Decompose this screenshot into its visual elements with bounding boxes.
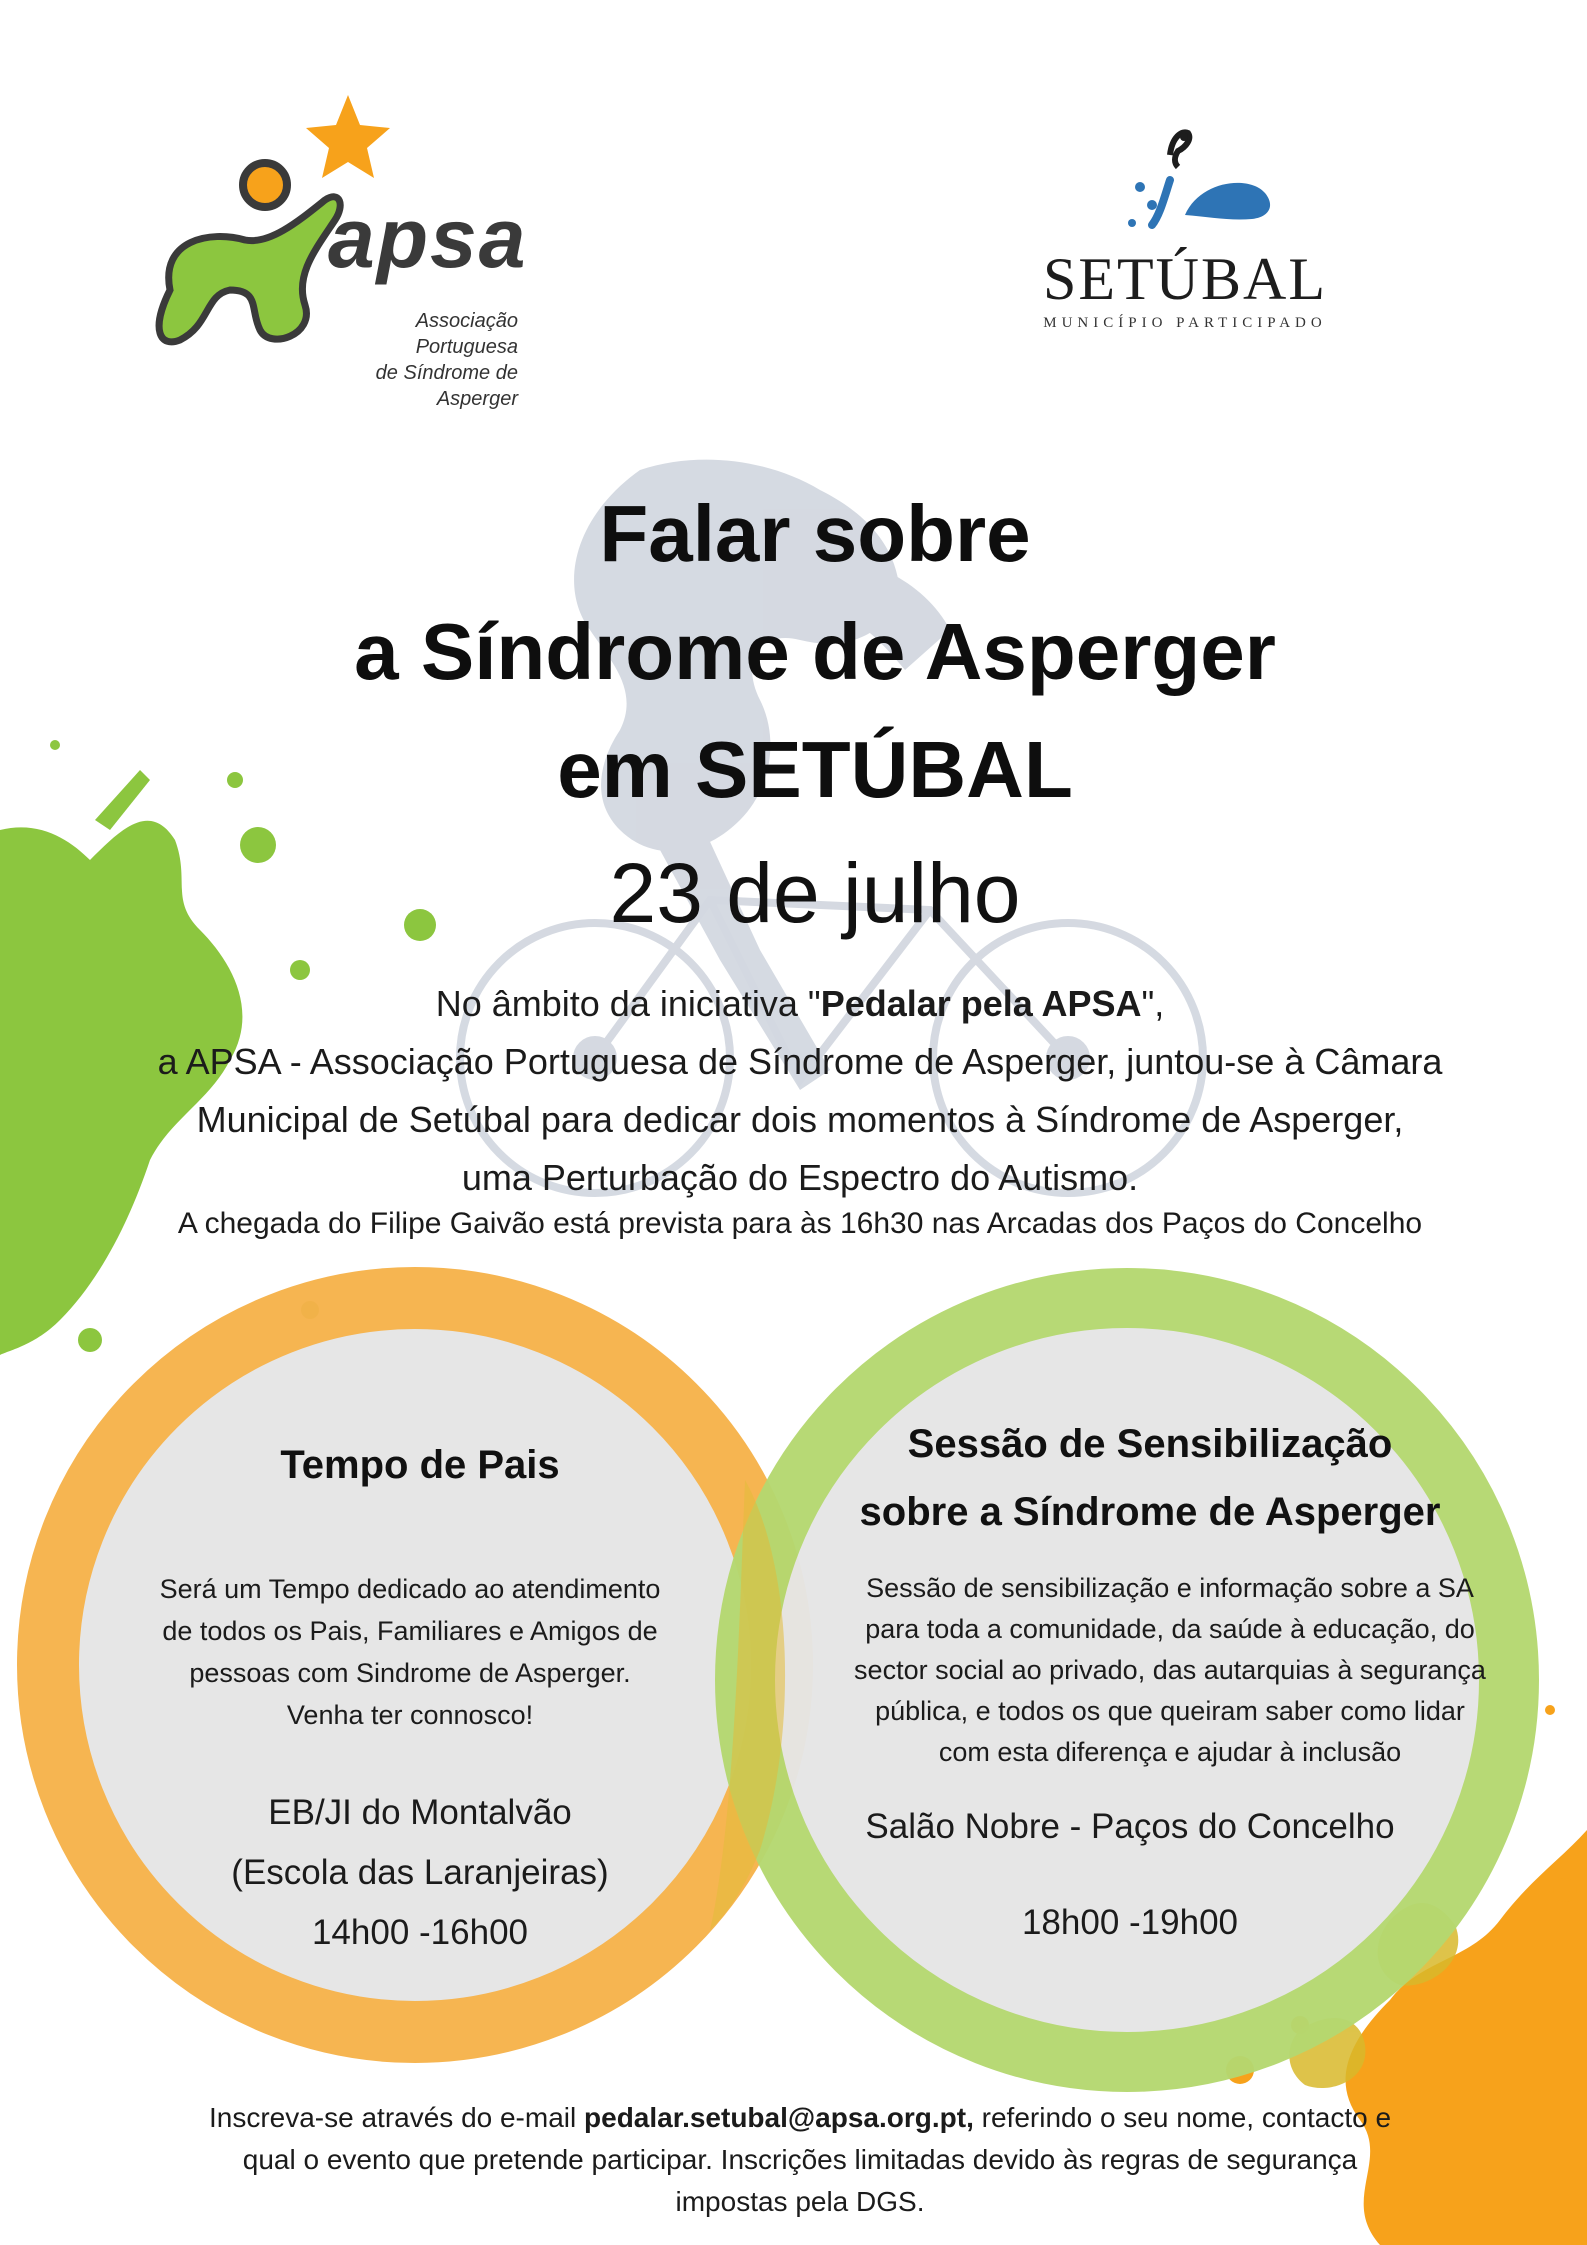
footer-line1: [140, 2097, 1460, 2139]
apsa-subtitle-line1: Associação Portuguesa: [415, 310, 518, 358]
left-body-line4: Venha ter connosco!: [286, 1700, 534, 1730]
apsa-wordmark: apsa: [328, 191, 528, 285]
intro-paragraph: [40, 975, 1560, 1207]
right-title-line2: sobre a Síndrome de Asperger: [859, 1490, 1441, 1534]
right-event-time: 18h00 -19h00: [1021, 1903, 1239, 1942]
right-event-title: [800, 1410, 1500, 1546]
footer-lead-end: referindo o seu nome, contacto e: [973, 2102, 1392, 2133]
intro-line3: Municipal de Setúbal para dedicar dois momentos à Síndrome de Asperger,: [196, 1099, 1404, 1140]
arrival-note: A chegada do Filipe Gaivão está prevista para às 16h30 nas Arcadas dos Paços do Concelho: [177, 1207, 1423, 1240]
left-place-line2: (Escola das Laranjeiras): [231, 1853, 609, 1892]
left-place-line1: EB/JI do Montalvão: [268, 1793, 572, 1832]
right-event-location: Salão Nobre - Paços do Concelho: [865, 1807, 1395, 1846]
intro-lead: No âmbito da iniciativa ": [435, 983, 821, 1024]
right-body-line2: para toda a comunidade, da saúde à educação, do: [865, 1614, 1475, 1644]
left-event-time: 14h00 -16h00: [311, 1913, 529, 1952]
registration-note: [140, 2097, 1460, 2223]
left-body-line2: de todos os Pais, Familiares e Amigos de: [162, 1616, 658, 1646]
intro-line2: a APSA - Associação Portuguesa de Síndrome de Asperger, juntou-se à Câmara: [157, 1041, 1443, 1082]
apsa-subtitle-line2: de Síndrome de Asperger: [375, 362, 518, 410]
event-date: 23 de julho: [609, 846, 1021, 940]
headline-line2: a Síndrome de Asperger: [354, 607, 1276, 696]
right-title-line1: Sessão de Sensibilização: [907, 1422, 1393, 1466]
page-title: [180, 475, 1450, 829]
intro-line1: [40, 975, 1560, 1033]
left-event-title: Tempo de Pais: [280, 1443, 560, 1487]
splash-icon: [1020, 125, 1350, 245]
left-body-line1: Será um Tempo dedicado ao atendimento: [159, 1574, 661, 1604]
setubal-logo: [1020, 125, 1350, 355]
footer-line2: qual o evento que pretende participar. Inscrições limitadas devido às regras de segurança: [242, 2144, 1358, 2175]
right-body-line3: sector social ao privado, das autarquias à segurança: [854, 1655, 1486, 1685]
right-body-line1: Sessão de sensibilização e informação sobre a SA: [866, 1573, 1474, 1603]
headline-line1: Falar sobre: [599, 489, 1031, 578]
intro-line4: uma Perturbação do Espectro do Autismo.: [461, 1157, 1139, 1198]
headline-line3: em SETÚBAL: [557, 725, 1073, 814]
left-event-location: [160, 1783, 680, 1963]
footer-line3: impostas pela DGS.: [675, 2186, 925, 2217]
initiative-name: Pedalar pela APSA: [820, 983, 1142, 1024]
intro-lead-end: ",: [1141, 983, 1165, 1024]
right-event-description: [825, 1568, 1515, 1773]
right-body-line4: pública, e todos os que queiram saber como lidar: [875, 1696, 1465, 1726]
left-body-line3: pessoas com Sindrome de Asperger.: [189, 1658, 631, 1688]
setubal-subtitle: MUNICÍPIO PARTICIPADO: [1043, 315, 1327, 331]
setubal-wordmark: SETÚBAL: [1043, 246, 1327, 312]
contact-email[interactable]: pedalar.setubal@apsa.org.pt,: [584, 2102, 974, 2133]
footer-lead: Inscreva-se através do e-mail: [208, 2102, 585, 2133]
apsa-logo: [150, 90, 540, 410]
apsa-logo-subtitle: [340, 308, 518, 412]
left-event-description: [110, 1568, 710, 1736]
right-body-line5: com esta diferença e ajudar à inclusão: [938, 1737, 1402, 1767]
